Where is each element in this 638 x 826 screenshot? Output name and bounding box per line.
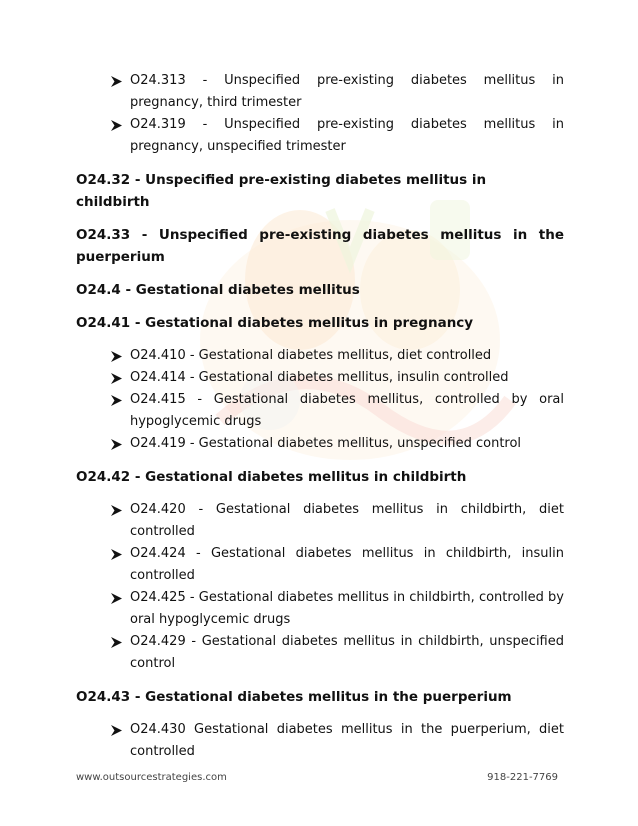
arrow-bullet-icon	[111, 543, 125, 565]
list-item: O24.319 - Unspecified pre-existing diabetes mellitus in pregnancy, unspecified trimester	[76, 114, 564, 158]
arrow-bullet-icon	[111, 114, 125, 136]
section-heading-o24-41: O24.41 - Gestational diabetes mellitus in pregnancy	[76, 315, 474, 331]
arrow-bullet-icon	[111, 587, 125, 609]
document-body	[76, 70, 564, 763]
arrow-bullet-icon	[111, 389, 125, 411]
list-item: O24.429 - Gestational diabetes mellitus in childbirth, unspecified control	[76, 631, 564, 675]
arrow-bullet-icon	[111, 433, 125, 455]
footer-website: www.outsourcestrategies.com	[76, 772, 227, 783]
footer-phone: 918-221-7769	[487, 772, 558, 783]
arrow-bullet-icon	[111, 499, 125, 521]
section-heading-o24-43: O24.43 - Gestational diabetes mellitus in the puerperium	[76, 689, 512, 705]
list-item: O24.415 - Gestational diabetes mellitus, controlled by oral hypoglycemic drugs	[76, 389, 564, 433]
bullet-list-o24-31	[76, 70, 564, 158]
list-item: O24.430 Gestational diabetes mellitus in the puerperium, diet controlled	[76, 719, 564, 763]
arrow-bullet-icon	[111, 719, 125, 741]
list-item: O24.419 - Gestational diabetes mellitus, unspecified control	[76, 433, 564, 455]
list-item: O24.414 - Gestational diabetes mellitus, insulin controlled	[76, 367, 564, 389]
list-item: O24.410 - Gestational diabetes mellitus, diet controlled	[76, 345, 564, 367]
page-footer	[76, 772, 562, 783]
arrow-bullet-icon	[111, 345, 125, 367]
list-item: O24.425 - Gestational diabetes mellitus in childbirth, controlled by oral hypoglycemic drugs	[76, 587, 564, 631]
bullet-list-o24-42	[76, 499, 564, 675]
bullet-list-o24-43	[76, 719, 564, 763]
bullet-list-o24-41	[76, 345, 564, 455]
list-item: O24.313 - Unspecified pre-existing diabetes mellitus in pregnancy, third trimester	[76, 70, 564, 114]
arrow-bullet-icon	[111, 70, 125, 92]
section-heading-o24-4: O24.4 - Gestational diabetes mellitus	[76, 282, 360, 298]
arrow-bullet-icon	[111, 631, 125, 653]
arrow-bullet-icon	[111, 367, 125, 389]
section-heading-o24-42: O24.42 - Gestational diabetes mellitus in childbirth	[76, 469, 467, 485]
list-item: O24.424 - Gestational diabetes mellitus in childbirth, insulin controlled	[76, 543, 564, 587]
list-item: O24.420 - Gestational diabetes mellitus in childbirth, diet controlled	[76, 499, 564, 543]
section-heading-o24-32: O24.32 - Unspecified pre-existing diabetes mellitus in childbirth	[76, 172, 487, 210]
section-heading-o24-33: O24.33 - Unspecified pre-existing diabetes mellitus in the puerperium	[76, 227, 564, 265]
